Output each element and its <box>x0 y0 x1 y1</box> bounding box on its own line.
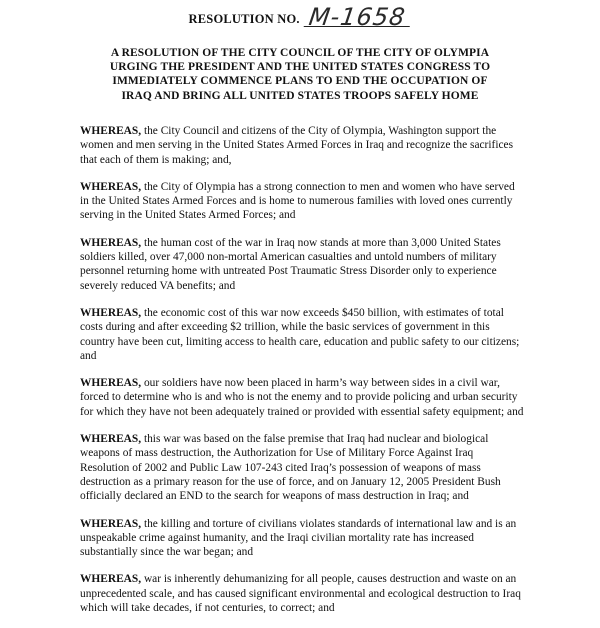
clause-text: the City Council and citizens of the City of Olympia, Washington support the <box>141 125 497 137</box>
clause-first-line <box>80 236 530 250</box>
clause-line: unspeakable crime against humanity, and the Iraqi civilian mortality rate has increased <box>80 531 474 544</box>
clause-line: destruction as a primary reason for the use of force, and on January 12, 2005 President Bush <box>80 475 501 488</box>
resolution-number-line <box>0 3 600 31</box>
clause-line: in the United States Armed Forces and is home to numerous families with loved ones currently <box>80 195 513 208</box>
clause-first-line <box>80 180 530 194</box>
clause-line: that each of them is making; and, <box>80 153 232 166</box>
clause-line: weapons of mass destruction, the Authorization for Use of Military Force Against Iraq <box>80 447 474 460</box>
resolution-label: RESOLUTION NO. <box>188 12 300 26</box>
clause-line: substantially since the war began; and <box>80 546 254 559</box>
whereas-clause <box>80 432 530 503</box>
clause-first-line <box>80 124 530 138</box>
clause-text: this war was based on the false premise that Iraq had nuclear and biological <box>141 433 489 446</box>
clause-text: the human cost of the war in Iraq now stands at more than 3,000 United States <box>141 236 501 249</box>
whereas-keyword: WHEREAS, <box>80 236 142 249</box>
whereas-keyword: WHEREAS, <box>80 517 142 530</box>
clause-text: the City of Olympia has a strong connection to men and women who have served <box>141 180 515 193</box>
whereas-clause <box>80 376 530 419</box>
clause-line: country have been cut, limiting access to health care, education and public safety to our citizens; <box>80 335 520 348</box>
whereas-clause <box>80 517 530 560</box>
clause-first-line <box>80 572 530 586</box>
clause-line: severely reduced VA benefits; and <box>80 279 236 292</box>
whereas-keyword: WHEREAS, <box>80 573 142 586</box>
handwritten-resolution-number: M-1658 <box>304 8 413 27</box>
clause-line: forced to determine who is and who is not the enemy and to provide policing and urban security <box>80 391 518 404</box>
whereas-keyword: WHEREAS, <box>80 433 142 446</box>
clause-text: war is inherently dehumanizing for all people, causes destruction and waste on an <box>141 573 517 586</box>
whereas-keyword: WHEREAS, <box>80 180 142 193</box>
clause-line: unprecedented scale, and has caused significant environmental and ecological destruction to Iraq <box>80 587 521 600</box>
title-line: IMMEDIATELY COMMENCE PLANS TO END THE OCCUPATION OF <box>112 75 488 88</box>
clause-text: the economic cost of this war now exceeds $450 billion, with estimates of total <box>141 306 504 319</box>
clause-first-line <box>80 376 530 390</box>
clause-line: and <box>80 349 97 362</box>
clause-text: our soldiers have now been placed in harm’s way between sides in a civil war, <box>141 377 500 390</box>
clause-line: serving in the United States Armed Forces; and <box>80 209 296 222</box>
whereas-clause <box>80 236 530 293</box>
clause-line: soldiers killed, over 47,000 non-mortal American casualties and untold numbers of military <box>80 251 497 264</box>
clause-line: costs during and after exceeding $2 trillion, while the basic services of government in this <box>80 321 490 334</box>
resolution-title <box>100 46 500 103</box>
whereas-clause <box>80 124 530 167</box>
title-line: IRAQ AND BRING ALL UNITED STATES TROOPS SAFELY HOME <box>121 89 479 102</box>
whereas-keyword: WHEREAS, <box>80 377 142 390</box>
clause-first-line <box>80 517 530 531</box>
whereas-clauses <box>80 124 530 628</box>
clause-first-line <box>80 306 530 320</box>
clause-line: personnel returning home with untreated Post Traumatic Stress Disorder only to experience <box>80 265 497 278</box>
whereas-keyword: WHEREAS, <box>80 125 142 137</box>
title-line: URGING THE PRESIDENT AND THE UNITED STATES CONGRESS TO <box>109 61 491 74</box>
whereas-clause <box>80 306 530 363</box>
whereas-clause <box>80 180 530 223</box>
clause-text: the killing and torture of civilians violates standards of international law and is an <box>141 517 517 530</box>
clause-line: officially declared an END to the search for weapons of mass destruction in Iraq; and <box>80 490 469 503</box>
whereas-clause <box>80 572 530 615</box>
clause-line: which will take decades, if not centuries, to correct; and <box>80 602 335 615</box>
title-line: A RESOLUTION OF THE CITY COUNCIL OF THE CITY OF OLYMPIA <box>110 47 490 59</box>
clause-line: for which they have not been adequately trained or provided with essential safety equipment; and <box>80 405 524 418</box>
clause-line: Resolution of 2002 and Public Law 107-243 cited Iraq’s possession of weapons of mass <box>80 461 481 474</box>
clause-first-line <box>80 432 530 446</box>
whereas-keyword: WHEREAS, <box>80 306 142 319</box>
clause-line: women and men serving in the United States Armed Forces in Iraq and recognize the sacrifices <box>80 139 514 152</box>
